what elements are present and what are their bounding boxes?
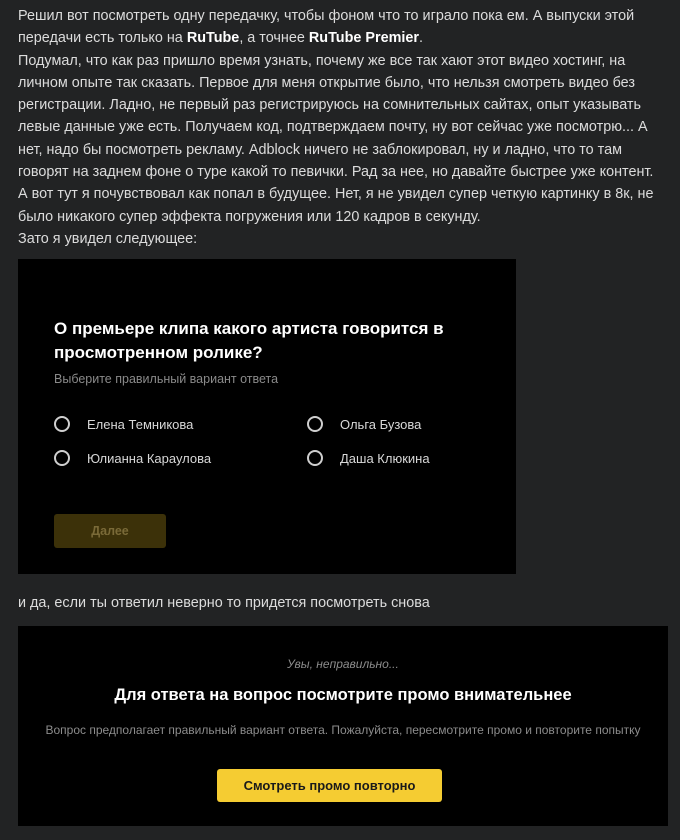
post-body (18, 5, 668, 250)
quiz-question: О премьере клипа какого артиста говорится в просмотренном ролике? (54, 319, 444, 362)
result-screenshot (18, 626, 668, 826)
quiz-option-2[interactable] (307, 416, 421, 432)
post-text: . (418, 30, 423, 47)
radio-icon[interactable] (54, 416, 70, 432)
option-label: Даша Клюкина (340, 450, 430, 466)
option-label: Юлианна Караулова (87, 450, 212, 466)
brand-rutube-premier: RuTube Premier (308, 30, 419, 47)
brand-rutube: RuTube (186, 30, 240, 47)
quiz-option-4[interactable] (307, 450, 430, 466)
quiz-hint: Выберите правильный вариант ответа (54, 372, 279, 386)
result-description: Вопрос предполагает правильный вариант ответа. Пожалуйста, пересмотрите промо и повторите попытку (45, 723, 641, 737)
post-text: Решил вот посмотреть одну передачку, чтобы фоном что то играло пока ем. А выпуски этой передачи есть только на (18, 8, 635, 47)
radio-icon[interactable] (307, 450, 323, 466)
next-button[interactable]: Далее (54, 514, 166, 548)
quiz-option-3[interactable] (54, 450, 211, 466)
post-paragraph-3: А вот тут я почувствовал как попал в будущее. Нет, я не увидел супер четкую картинку в 8к, не было никакого супер эффекта погружения или 120 кадров в секунду. (18, 186, 654, 225)
radio-icon[interactable] (54, 450, 70, 466)
result-title: Для ответа на вопрос посмотрите промо внимательнее (114, 686, 572, 704)
quiz-screenshot (18, 259, 516, 574)
quiz-option-1[interactable] (54, 416, 193, 432)
post-paragraph-2: Подумал, что как раз пришло время узнать, почему же все так хают этот видео хостинг, на личном опыте так сказать. Первое для меня открытие было, что нельзя смотреть видео без регистрации. Ладно, не первый раз регистрируюсь на сомнительных сайтах, опыт указывать левые данные уже есть. Получаем код, подтверждаем почту, ну вот сейчас уже посмотрю... А нет, надо бы посмотреть рекламу. Adblock ничего не заблокировал, ну и ладно, что то там говорят на заднем фоне о туре какой то певички. Рад за нее, но давайте быстрее уже контент. (18, 52, 654, 181)
option-label: Елена Темникова (87, 416, 194, 432)
post-paragraph-1 (18, 5, 668, 50)
option-label: Ольга Бузова (340, 416, 422, 432)
rewatch-promo-button[interactable]: Смотреть промо повторно (217, 769, 442, 802)
result-subtitle: Увы, неправильно... (287, 657, 399, 671)
post-paragraph-5: и да, если ты ответил неверно то придется посмотреть снова (18, 595, 430, 611)
post-text: , а точнее (239, 30, 309, 47)
post-paragraph-4: Зато я увидел следующее: (18, 230, 198, 247)
radio-icon[interactable] (307, 416, 323, 432)
